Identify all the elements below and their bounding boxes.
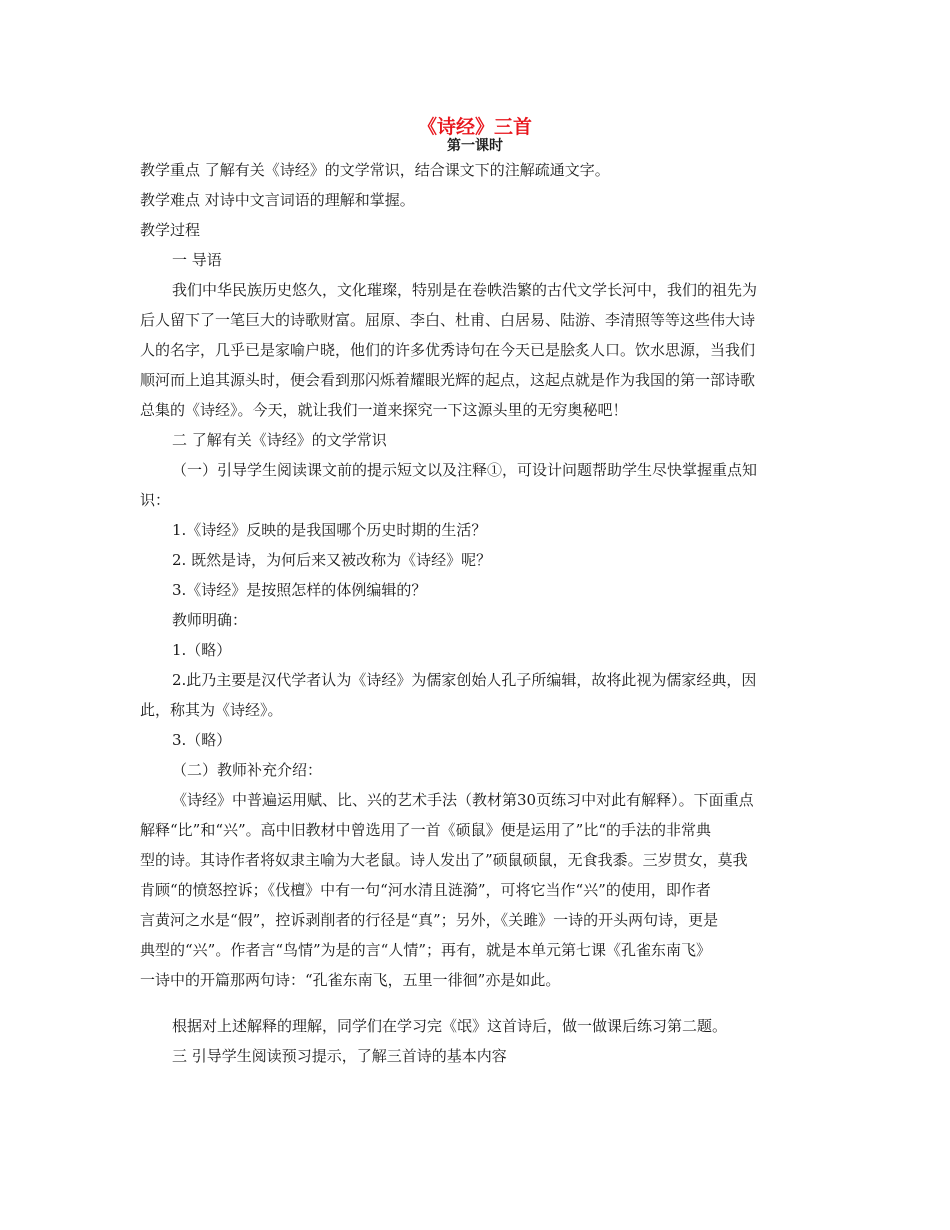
text-line: 解释“比”和“兴”。高中旧教材中曾选用了一首《硕鼠》便是运用了”比“的手法的非常典: [140, 821, 712, 839]
text-line: 《诗经》中普遍运用赋、比、兴的艺术手法（教材第30页练习中对此有解释）。下面重点: [172, 791, 754, 809]
text-line: 我们中华民族历史悠久，文化璀璨，特别是在卷帙浩繁的古代文学长河中，我们的祖先为: [172, 281, 758, 299]
text-line: 二 了解有关《诗经》的文学常识: [172, 431, 387, 449]
text-line: 型的诗。其诗作者将奴隶主喻为大老鼠。诗人发出了”硕鼠硕鼠，无食我黍。三岁贯女，莫我: [140, 851, 748, 869]
text-line: 此，称其为《诗经》。: [140, 701, 283, 719]
body-paragraphs-after-gap: [140, 1011, 810, 1071]
text-line: 三 引导学生阅读预习提示，了解三首诗的基本内容: [172, 1047, 507, 1065]
text-line: 3.（略）: [172, 731, 232, 749]
text-line: 一 导语: [172, 251, 222, 269]
text-line: （一）引导学生阅读课文前的提示短文以及注释①，可设计问题帮助学生尽快掌握重点知: [172, 461, 758, 479]
text-line: 1.《诗经》反映的是我国哪个历史时期的生活？: [172, 521, 487, 539]
text-line: 2.此乃主要是汉代学者认为《诗经》为儒家创始人孔子所编辑，故将此视为儒家经典，因: [172, 671, 757, 689]
document-body: [140, 155, 810, 1071]
text-line: 后人留下了一笔巨大的诗歌财富。屈原、李白、杜甫、白居易、陆游、李清照等等这些伟大诗: [140, 311, 756, 329]
text-line: 3.《诗经》是按照怎样的体例编辑的？: [172, 581, 427, 599]
text-line: 教学重点 了解有关《诗经》的文学常识，结合课文下的注解疏通文字。: [140, 161, 610, 179]
paragraph-gap: [140, 995, 810, 1011]
text-line: 顺河而上追其源头时，便会看到那闪烁着耀眼光辉的起点，这起点就是作为我国的第一部诗歌: [140, 371, 756, 389]
document-subtitle: 第一课时: [447, 138, 503, 154]
text-line: 1.（略）: [172, 641, 232, 659]
text-line: 典型的“兴”。作者言“鸟情”为是的言“人情”；再有，就是本单元第七课《孔雀东南飞》: [140, 941, 712, 959]
text-line: 教学难点 对诗中文言词语的理解和掌握。: [140, 191, 415, 209]
text-line: 教学过程: [140, 221, 201, 239]
text-line: （二）教师补充介绍：: [172, 761, 323, 779]
text-line: 人的名字，几乎已是家喻户晓，他们的许多优秀诗句在今天已是脍炙人口。饮水思源，当我们: [140, 341, 756, 359]
text-line: 识：: [140, 491, 171, 509]
text-line: 一诗中的开篇那两句诗：“孔雀东南飞，五里一徘徊”亦是如此。: [140, 971, 561, 989]
text-line: 根据对上述解释的理解，同学们在学习完《氓》这首诗后，做一做课后练习第二题。: [172, 1017, 728, 1035]
document-title: 《诗经》三首: [417, 116, 532, 138]
text-line: 教师明确：: [172, 611, 248, 629]
text-line: 总集的《诗经》。今天，就让我们一道来探究一下这源头里的无穷奥秘吧！: [140, 401, 628, 419]
body-paragraphs: [140, 155, 810, 995]
text-line: 2. 既然是诗，为何后来又被改称为《诗经》呢？: [172, 551, 492, 569]
text-line: 肯顾“的愤怒控诉；《伐檀》中有一句“河水清且涟漪”，可将它当作“兴”的使用，即作者: [140, 881, 711, 899]
text-line: 言黄河之水是“假”，控诉剥削者的行径是“真”；另外，《关雎》一诗的开头两句诗，更是: [140, 911, 719, 929]
